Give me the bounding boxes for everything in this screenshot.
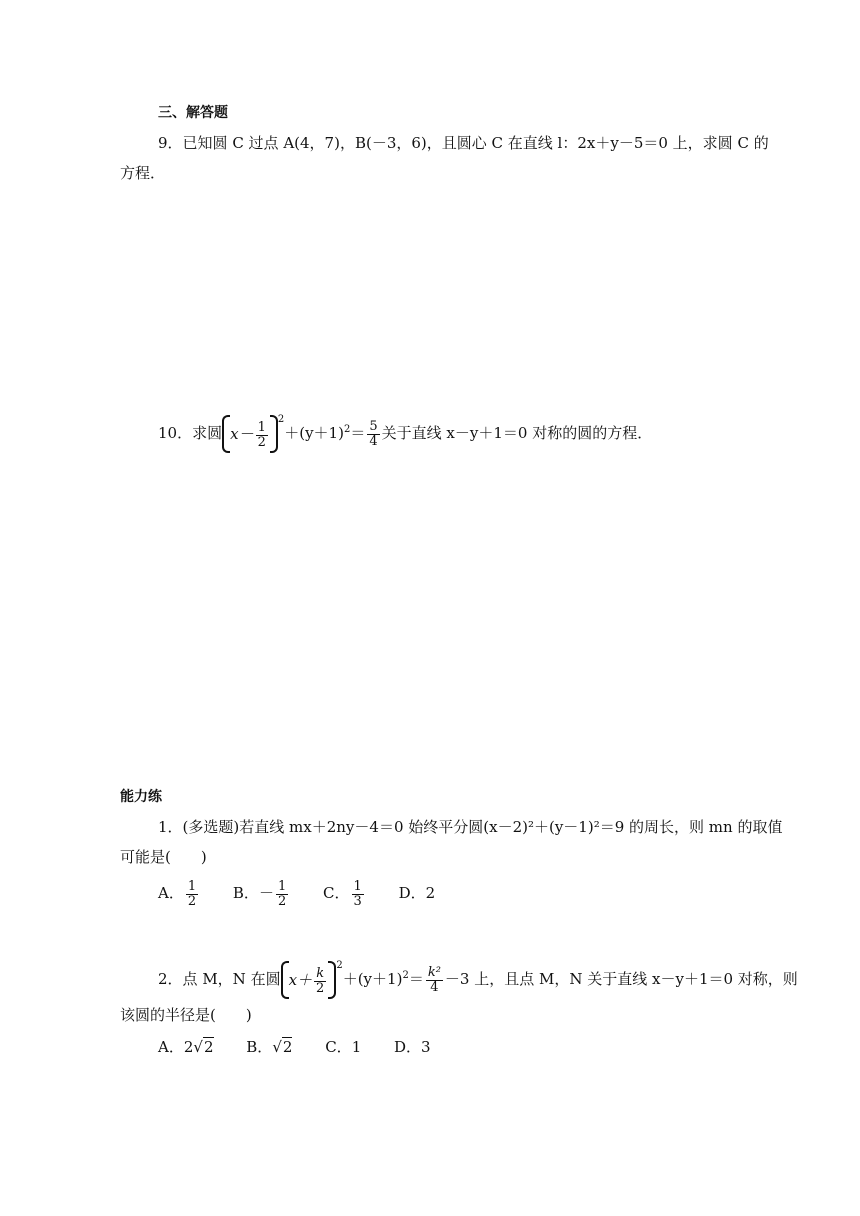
fraction-denominator: 2 <box>257 434 266 450</box>
paren-inner: x－ <box>230 425 254 443</box>
option-c: C． $\frac{1}{3}$ <box>323 878 362 909</box>
exponent: 2 <box>343 424 351 435</box>
middle-term: ＋(y＋1) <box>284 424 344 442</box>
fraction <box>314 967 326 996</box>
fraction-numerator: 5 <box>369 418 378 434</box>
question-prefix: 点 M，N 在圆 <box>182 970 281 988</box>
question-tag: (多选题) <box>182 818 240 836</box>
question-number: 2． <box>158 970 183 988</box>
question-number: 1． <box>158 818 183 836</box>
option-d: D．3 <box>394 1038 431 1056</box>
question-text: 已知圆 C 过点 A(4，7)，B(－3，6)，且圆心 C 在直线 l：2x＋y－5＝0 上，求圆 C 的 <box>182 134 769 152</box>
question-text: 若直线 mx＋2ny－4＝0 始终平分圆(x－2)²＋(y－1)²＝9 的周长，则 mn 的取值 <box>239 818 783 836</box>
fraction-numerator: k² <box>427 964 441 980</box>
paren-expression <box>281 961 337 999</box>
option-c: C．1 <box>325 1038 362 1056</box>
fraction <box>256 421 268 450</box>
section-heading: 三、解答题 <box>158 105 228 121</box>
question-10 <box>158 410 652 453</box>
exponent: 2 <box>336 960 343 971</box>
question-number: 9． <box>158 134 183 152</box>
problem-1-line1 <box>158 816 782 838</box>
problem-2-line2: 该圆的半径是( ) <box>120 1006 252 1024</box>
exponent: 2 <box>402 970 409 981</box>
option-a: A． $\frac{1}{2}$ <box>158 878 197 909</box>
fraction-denominator: 4 <box>369 433 378 449</box>
option-b: B．√2 <box>246 1038 293 1056</box>
option-a: A．2√2 <box>158 1038 214 1056</box>
fraction-numerator: 1 <box>257 419 266 435</box>
rhs-fraction <box>426 966 443 995</box>
fraction-denominator: 2 <box>316 980 325 996</box>
equals: ＝ <box>350 424 366 442</box>
problem-1-line2: 可能是( ) <box>120 848 207 866</box>
problem-2-line1 <box>158 956 798 999</box>
fraction-numerator: k <box>314 967 326 982</box>
question-suffix: －3 上，且点 M，N 关于直线 x－y＋1＝0 对称，则 <box>444 970 798 988</box>
problem-1-options <box>158 876 463 910</box>
equals: ＝ <box>408 970 424 988</box>
question-9-line1 <box>158 132 769 154</box>
option-b: B．－ $\frac{1}{2}$ <box>232 878 287 909</box>
exponent: 2 <box>277 414 285 425</box>
problem-2-options <box>158 1036 459 1058</box>
question-number: 10． <box>158 424 193 442</box>
question-prefix: 求圆 <box>192 424 223 442</box>
section-heading-ability: 能力练 <box>120 789 162 805</box>
question-9-line2: 方程． <box>120 164 166 182</box>
option-d: D．2 <box>398 884 436 902</box>
paren-expression <box>222 415 278 453</box>
paren-inner: x＋ <box>288 971 313 989</box>
question-suffix: 关于直线 x－y＋1＝0 对称的圆的方程． <box>381 424 653 442</box>
rhs-fraction <box>367 420 379 449</box>
middle-term: ＋(y＋1) <box>342 970 403 988</box>
fraction-denominator: 4 <box>430 979 439 995</box>
